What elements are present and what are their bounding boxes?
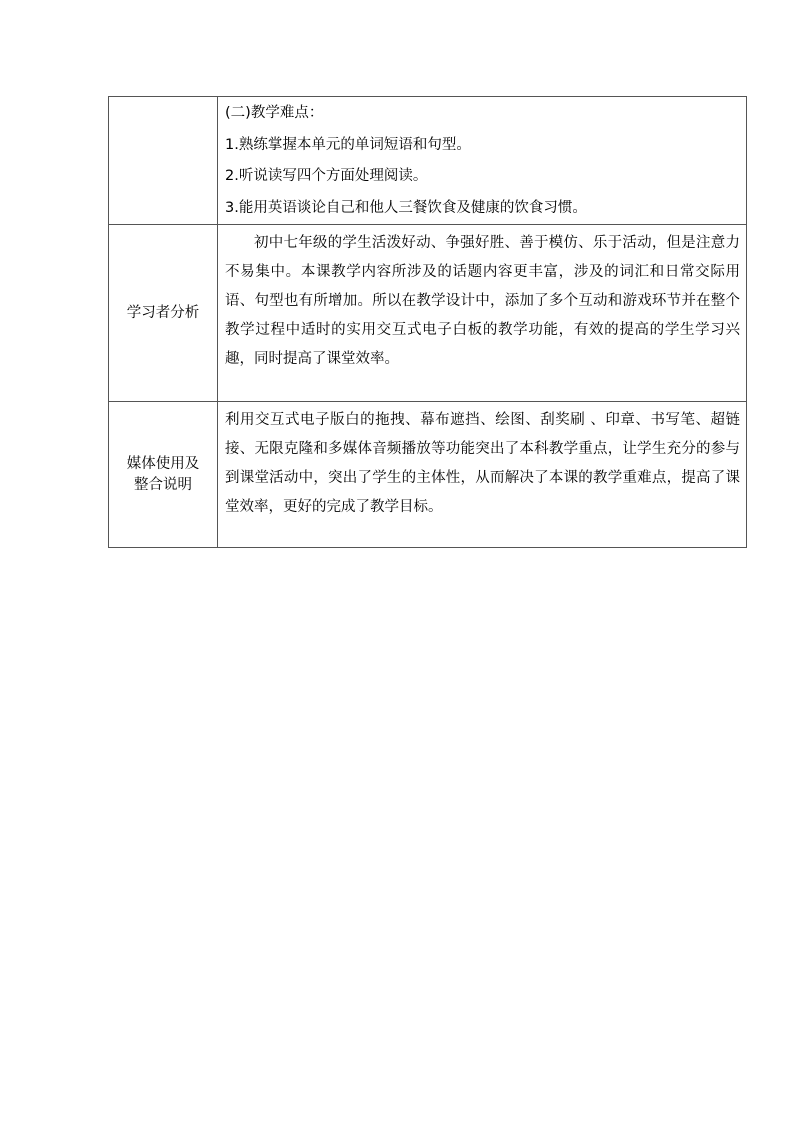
- table-row-media-usage: [109, 402, 747, 548]
- media-usage-text: 利用交互式电子版白的拖拽、幕布遮挡、绘图、刮奖刷 、印章、书写笔、超链接、无限克隆和多媒体音频播放等功能突出了本科教学重点，让学生充分的参与到课堂活动中，突出了学生的主体性，从而解决了本课的教学重难点，提高了课堂效率，更好的完成了教学目标。: [225, 412, 740, 515]
- table-row-teaching-difficulties: [109, 97, 747, 225]
- table-row-learner-analysis: [109, 225, 747, 402]
- row-label-empty: [109, 97, 218, 225]
- media-usage-label-line-2: 整合说明: [134, 476, 192, 493]
- media-usage-cell: [218, 402, 747, 548]
- lesson-plan-table: [108, 96, 747, 548]
- learner-analysis-label: 学习者分析: [109, 225, 218, 402]
- learner-analysis-cell: [218, 225, 747, 402]
- media-usage-label: [109, 402, 218, 548]
- difficulty-item-3: 3.能用英语谈论自己和他人三餐饮食及健康的饮食习惯。: [225, 199, 587, 216]
- difficulty-item-1: 1.熟练掌握本单元的单词短语和句型。: [225, 136, 471, 153]
- difficulty-item-2: 2.听说读写四个方面处理阅读。: [225, 168, 428, 184]
- learner-analysis-text: 初中七年级的学生活泼好动、争强好胜、善于模仿、乐于活动，但是注意力不易集中。本课教学内容所涉及的话题内容更丰富，涉及的词汇和日常交际用语、句型也有所增加。所以在教学设计中，添加了多个互动和游戏环节并在整个教学过程中适时的实用交互式电子白板的教学功能，有效的提高的学生学习兴趣，同时提高了课堂效率。: [225, 235, 740, 367]
- teaching-difficulties-cell: [218, 97, 747, 225]
- difficulties-heading: (二)教学难点：: [225, 105, 324, 121]
- media-usage-label-line-1: 媒体使用及: [126, 455, 200, 472]
